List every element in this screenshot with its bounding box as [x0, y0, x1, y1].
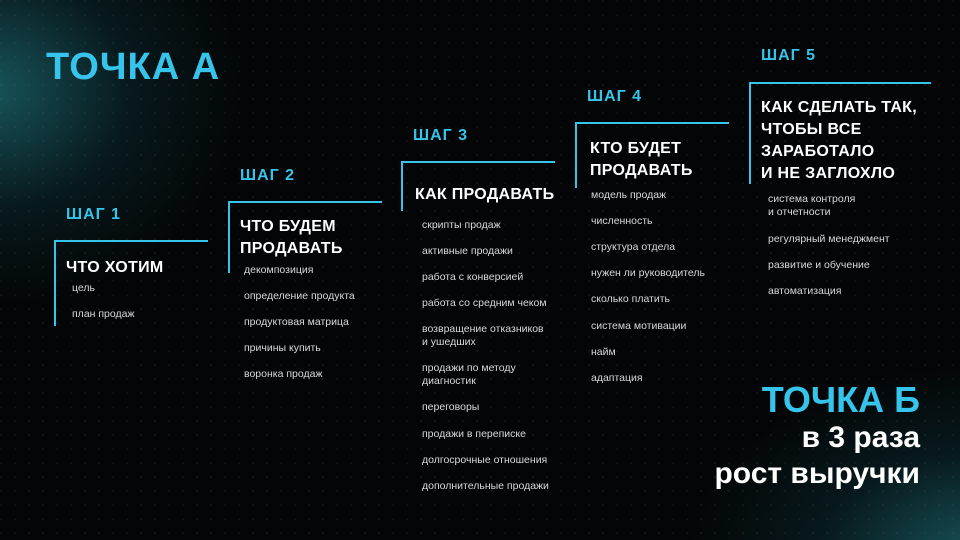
list-item: найм — [591, 346, 616, 358]
list-item: работа со средним чеком — [422, 297, 547, 309]
list-item: структура отдела — [591, 241, 676, 253]
step-3-heading: КАК ПРОДАВАТЬ — [415, 186, 555, 203]
list-item: система контроля и отчетности — [768, 193, 856, 218]
list-item: определение продукта — [244, 290, 355, 302]
list-item: план продаж — [72, 308, 135, 320]
list-item: система мотивации — [591, 320, 687, 332]
list-item: модель продаж — [591, 189, 667, 201]
point-a-title: ТОЧКА А — [46, 46, 221, 88]
list-item: дополнительные продажи — [422, 480, 549, 492]
point-b-title: ТОЧКА Б — [761, 379, 920, 420]
list-item: развитие и обучение — [768, 259, 870, 271]
list-item: работа с конверсией — [422, 271, 524, 283]
point-b-line-2: рост выручки — [714, 457, 920, 490]
list-item: автоматизация — [768, 285, 842, 297]
list-item: адаптация — [591, 372, 643, 384]
list-item: сколько платить — [591, 293, 671, 305]
step-5-label: ШАГ 5 — [761, 47, 817, 64]
list-item: переговоры — [422, 401, 480, 413]
list-item: продажи в переписке — [422, 428, 526, 440]
step-4-heading: КТО БУДЕТ ПРОДАВАТЬ — [590, 140, 693, 179]
list-item: воронка продаж — [244, 368, 323, 380]
list-item: нужен ли руководитель — [591, 267, 706, 279]
step-1-heading: ЧТО ХОТИМ — [66, 259, 164, 276]
list-item: скрипты продаж — [422, 219, 501, 231]
point-b-line-1: в 3 раза — [801, 421, 920, 454]
step-2-heading: ЧТО БУДЕМ ПРОДАВАТЬ — [240, 218, 343, 257]
step-1-label: ШАГ 1 — [66, 206, 122, 223]
list-item: цель — [72, 282, 95, 294]
list-item: причины купить — [244, 342, 321, 354]
list-item: активные продажи — [422, 245, 513, 257]
list-item: долгосрочные отношения — [422, 454, 548, 466]
list-item: регулярный менеджмент — [768, 233, 890, 245]
list-item: возвращение отказников и ушедших — [422, 323, 544, 348]
list-item: продажи по методу диагностик — [422, 362, 516, 387]
step-3-label: ШАГ 3 — [413, 127, 469, 144]
step-4-label: ШАГ 4 — [587, 88, 643, 105]
step-2-label: ШАГ 2 — [240, 167, 296, 184]
step-5-heading: КАК СДЕЛАТЬ ТАК, ЧТОБЫ ВСЕ ЗАРАБОТАЛО И НЕ ЗАГЛОХЛО — [761, 99, 917, 182]
list-item: численность — [591, 215, 653, 227]
list-item: декомпозиция — [244, 264, 314, 276]
list-item: продуктовая матрица — [244, 316, 349, 328]
point-b — [714, 380, 920, 492]
